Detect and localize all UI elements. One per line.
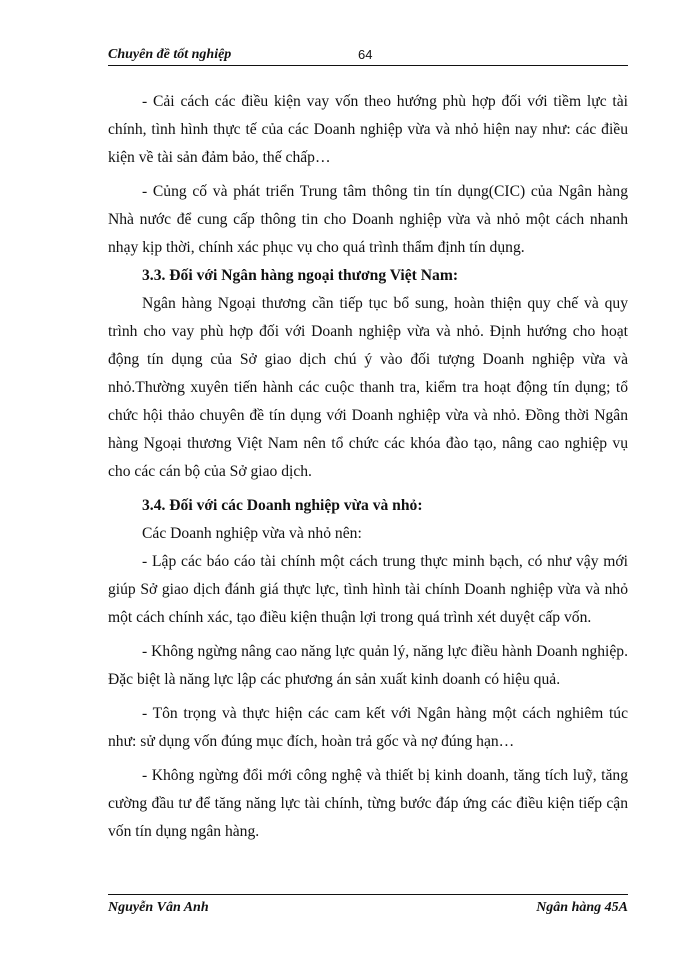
- footer-author: Nguyễn Vân Anh: [108, 900, 209, 915]
- paragraph-5: - Lập các báo cáo tài chính một cách trung thực minh bạch, có như vậy mới giúp Sở giao dịch đánh giá thực lực, tình hình tài chính Doanh nghiệp vừa và nhỏ một cách chính xác, tạo điều kiện thuận lợi trong quá trình xét duyệt cấp vốn.: [108, 553, 628, 626]
- footer-rule: [108, 894, 628, 895]
- section-heading-3-4: 3.4. Đối với các Doanh nghiệp vừa và nhỏ:: [142, 497, 423, 514]
- page-header: [108, 47, 628, 67]
- paragraph-6: - Không ngừng nâng cao năng lực quản lý, năng lực điều hành Doanh nghiệp. Đặc biệt là năng lực lập các phương án sản xuất kinh doanh có hiệu quả.: [108, 643, 628, 688]
- footer-class: Ngân hàng 45A: [536, 900, 628, 915]
- paragraph-8: - Không ngừng đổi mới công nghệ và thiết bị kinh doanh, tăng tích luỹ, tăng cường đầu tư để tăng năng lực tài chính, từng bước đáp ứng các điều kiện tiếp cận vốn tín dụng ngân hàng.: [108, 767, 628, 840]
- paragraph-2: - Củng cố và phát triển Trung tâm thông tin tín dụng(CIC) của Ngân hàng Nhà nước để cung cấp thông tin cho Doanh nghiệp vừa và nhỏ một cách nhanh nhạy kịp thời, chính xác phục vụ cho quá trình thẩm định tín dụng.: [108, 183, 628, 256]
- header-title: Chuyên đề tốt nghiệp: [108, 47, 232, 62]
- paragraph-4: Các Doanh nghiệp vừa và nhỏ nên:: [142, 525, 362, 542]
- section-heading-3-3: 3.3. Đối với Ngân hàng ngoại thương Việt Nam:: [142, 267, 459, 284]
- header-rule: [108, 65, 628, 66]
- page-footer: [108, 894, 628, 924]
- paragraph-1: - Cải cách các điều kiện vay vốn theo hướng phù hợp đối với tiềm lực tài chính, tình hình thực tế của các Doanh nghiệp vừa và nhỏ hiện nay như: các điều kiện về tài sản đảm bảo, thế chấp…: [108, 93, 628, 166]
- paragraph-3: Ngân hàng Ngoại thương cần tiếp tục bổ sung, hoàn thiện quy chế và quy trình cho vay phù hợp đối với Doanh nghiệp vừa và nhỏ. Định hướng cho hoạt động tín dụng của Sở giao dịch chú ý vào đối tượng Doanh nghiệp vừa và nhỏ.Thường xuyên tiến hành các cuộc thanh tra, kiểm tra hoạt động tín dụng; tổ chức hội thảo chuyên đề tín dụng với Doanh nghiệp vừa và nhỏ. Đồng thời Ngân hàng Ngoại thương Việt Nam nên tổ chức các khóa đào tạo, nâng cao nghiệp vụ cho các cán bộ của Sở giao dịch.: [108, 295, 628, 480]
- document-body: [108, 88, 628, 846]
- paragraph-7: - Tôn trọng và thực hiện các cam kết với Ngân hàng một cách nghiêm túc như: sử dụng vốn đúng mục đích, hoàn trả gốc và nợ đúng hạn…: [108, 705, 628, 750]
- page-number: 64: [358, 47, 373, 62]
